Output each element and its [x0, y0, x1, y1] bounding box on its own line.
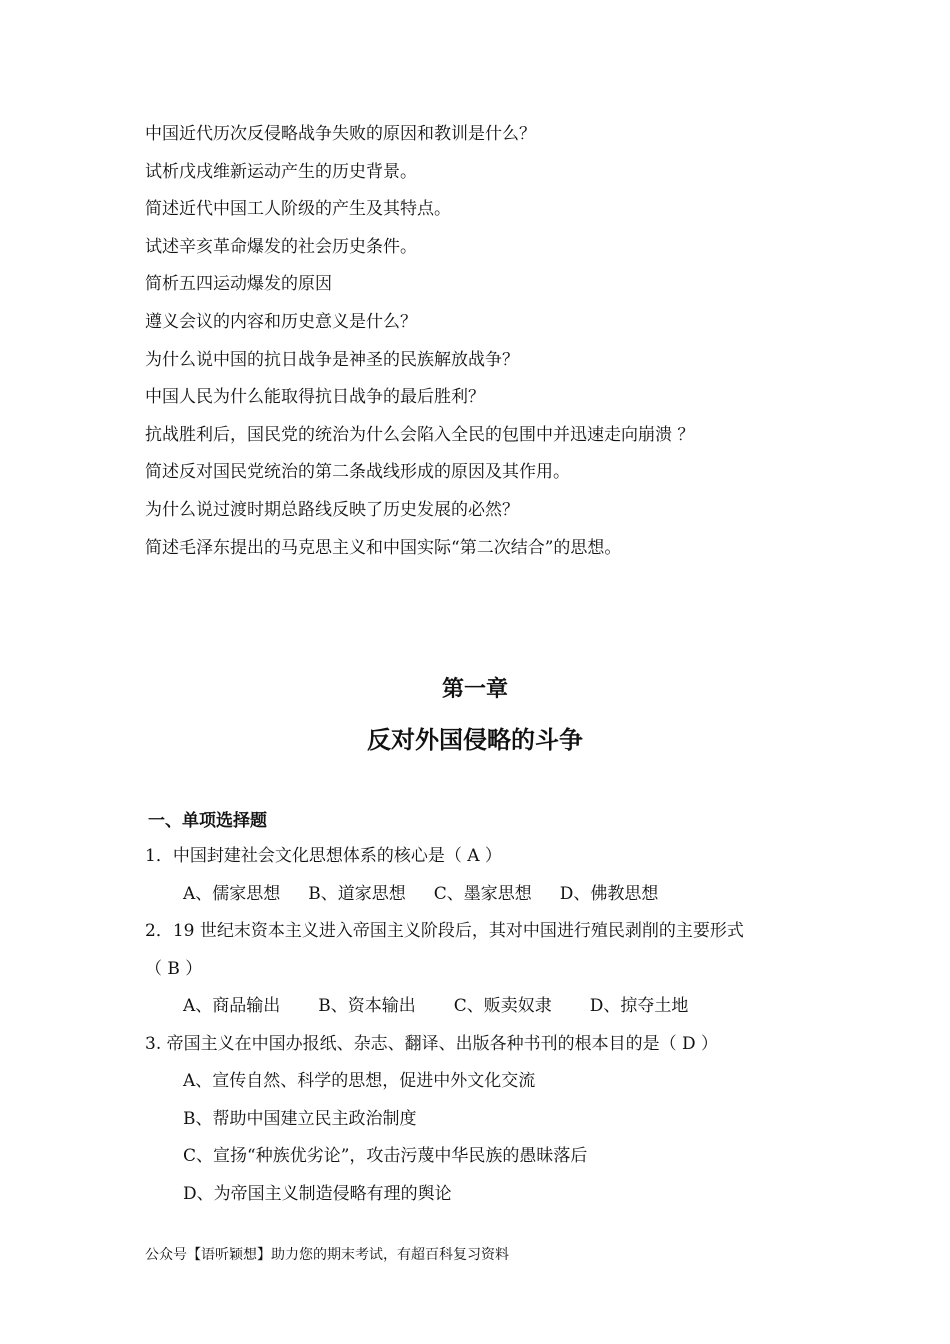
chapter-number: 第一章	[441, 677, 508, 702]
question-item: 试述辛亥革命爆发的社会历史条件。	[145, 236, 417, 257]
question-item: 简析五四运动爆发的原因	[145, 274, 332, 295]
multiple-choice-list	[145, 838, 845, 1213]
question-list	[145, 116, 845, 567]
option-b: B、道家思想	[308, 883, 406, 904]
question-item: 试析戊戌维新运动产生的历史背景。	[145, 161, 417, 182]
mcq-3-option-b: B、帮助中国建立民主政治制度	[183, 1108, 417, 1129]
question-item: 为什么说中国的抗日战争是神圣的民族解放战争？	[145, 349, 519, 370]
mcq-2-stem: 2．19 世纪末资本主义进入帝国主义阶段后，其对中国进行殖民剥削的主要形式	[145, 921, 744, 941]
mcq-3-stem: 3. 帝国主义在中国办报纸、杂志、翻译、出版各种书刊的根本目的是（ D ）	[145, 1033, 719, 1054]
question-item: 中国近代历次反侵略战争失败的原因和教训是什么？	[145, 124, 536, 144]
mcq-1-options	[145, 876, 845, 914]
question-item: 为什么说过渡时期总路线反映了历史发展的必然？	[145, 499, 519, 520]
mcq-2-options	[145, 988, 845, 1026]
mcq-3-option-a: A、宣传自然、科学的思想，促进中外文化交流	[183, 1071, 536, 1091]
question-item: 中国人民为什么能取得抗日战争的最后胜利？	[145, 387, 485, 408]
question-item: 简述反对国民党统治的第二条战线形成的原因及其作用。	[145, 462, 570, 483]
option-a: A、儒家思想	[183, 883, 281, 904]
section-title: 一、单项选择题	[148, 811, 267, 831]
question-item: 遵义会议的内容和历史意义是什么？	[145, 311, 417, 332]
question-item: 简述毛泽东提出的马克思主义和中国实际“第二次结合”的思想。	[145, 537, 622, 558]
mcq-1-stem: 1．中国封建社会文化思想体系的核心是（ A ）	[145, 846, 502, 866]
question-item: 简述近代中国工人阶级的产生及其特点。	[145, 199, 451, 220]
option-d: D、掠夺土地	[589, 996, 689, 1016]
question-item: 抗战胜利后，国民党的统治为什么会陷入全民的包围中并迅速走向崩溃 ？	[145, 424, 695, 445]
option-c: C、贩卖奴隶	[453, 996, 552, 1016]
chapter-title: 反对外国侵略的斗争	[367, 726, 583, 754]
option-d: D、佛教思想	[559, 883, 659, 904]
mcq-2-answer: （ B ）	[145, 958, 203, 979]
mcq-3-option-c: C、宣扬“种族优劣论”，攻击污蔑中华民族的愚昧落后	[183, 1146, 588, 1166]
mcq-3-option-d: D、为帝国主义制造侵略有理的舆论	[183, 1183, 452, 1204]
option-a: A、商品输出	[183, 996, 281, 1016]
footer-note: 公众号【语听颖想】助力您的期末考试，有超百科复习资料	[145, 1247, 509, 1263]
option-b: B、资本输出	[318, 996, 416, 1016]
option-c: C、墨家思想	[433, 883, 532, 904]
